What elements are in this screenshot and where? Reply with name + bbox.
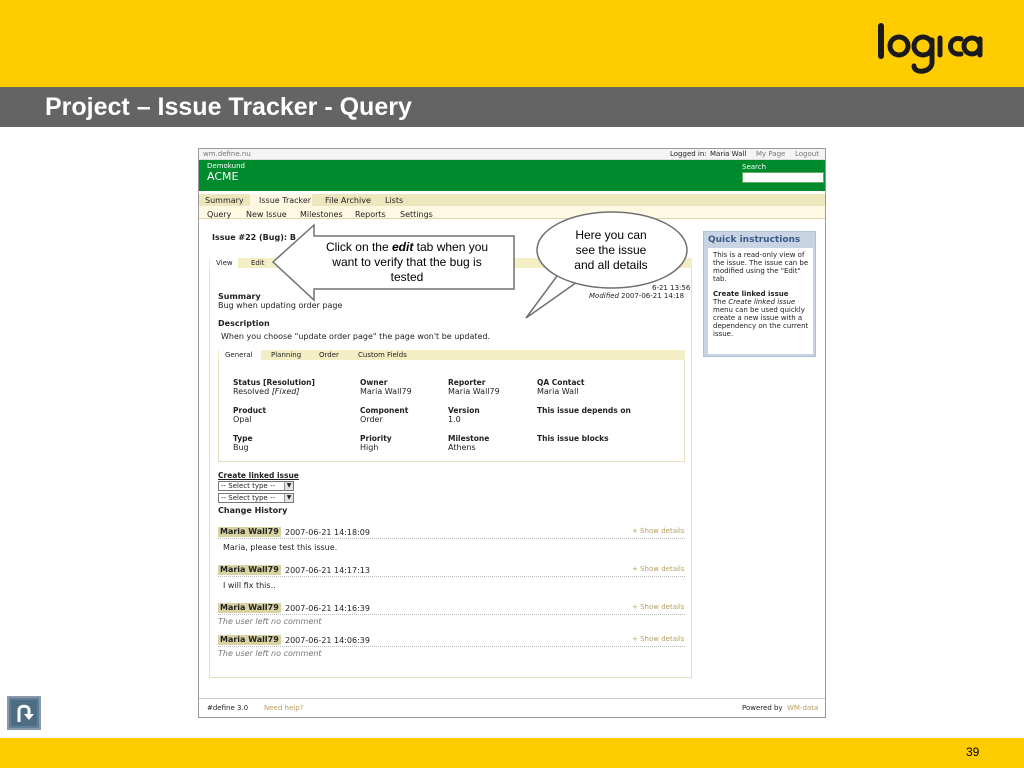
field-value-qa: Maria Wall bbox=[537, 387, 579, 396]
change-history-label: Change History bbox=[218, 506, 288, 515]
tab-custom-fields[interactable]: Custom Fields bbox=[358, 351, 407, 359]
issue-title: Issue #22 (Bug): B bbox=[212, 233, 296, 242]
history-user[interactable]: Maria Wall79 bbox=[220, 603, 279, 612]
tab-view[interactable]: View bbox=[216, 259, 233, 267]
link-type-select-1[interactable] bbox=[218, 481, 294, 491]
quick-instructions-box bbox=[703, 231, 816, 357]
show-details-link[interactable]: + Show details bbox=[632, 635, 685, 643]
arrow-callout-text-2: tab when you want to verify that the bug is tested bbox=[332, 240, 489, 284]
description-value: When you choose "update order page" the page won't be updated. bbox=[221, 332, 491, 341]
org-small: Demokund bbox=[207, 162, 245, 170]
logout-link[interactable]: Logout bbox=[795, 150, 819, 158]
field-label-reporter: Reporter bbox=[448, 378, 486, 387]
app-header bbox=[199, 160, 825, 191]
quick-linked-text-1: The bbox=[713, 298, 727, 306]
arrow-callout-text-em: edit bbox=[391, 240, 414, 254]
history-time: 2007-06-21 14:06:39 bbox=[285, 636, 370, 645]
select-value-1: -- Select type -- bbox=[221, 482, 276, 490]
field-label-component: Component bbox=[360, 406, 409, 415]
status-value: Resolved bbox=[233, 387, 270, 396]
tab-planning[interactable]: Planning bbox=[271, 351, 302, 359]
field-label-owner: Owner bbox=[360, 378, 388, 387]
modified-label: Modified bbox=[589, 292, 619, 300]
field-label-status: Status [Resolution] bbox=[233, 378, 315, 387]
org-name: ACME bbox=[207, 170, 239, 183]
top-banner bbox=[0, 0, 1024, 87]
tab-edit[interactable]: Edit bbox=[251, 259, 265, 267]
need-help-link[interactable]: Need help? bbox=[264, 704, 304, 712]
field-label-product: Product bbox=[233, 406, 267, 415]
field-label-depends: This issue depends on bbox=[537, 406, 631, 415]
field-value-reporter: Maria Wall79 bbox=[448, 387, 500, 396]
tab-file-archive[interactable]: File Archive bbox=[325, 196, 371, 205]
my-page-link[interactable]: My Page bbox=[756, 150, 786, 158]
modified-time: 2007-06-21 14:18 bbox=[621, 292, 685, 300]
created-time: 6-21 13:56 bbox=[652, 284, 691, 292]
field-label-priority: Priority bbox=[360, 434, 392, 443]
history-divider bbox=[218, 538, 685, 539]
quick-linked-text-2: menu can be used quickly create a new issue with a dependency on the current issue. bbox=[713, 306, 809, 338]
logica-logo bbox=[876, 18, 986, 86]
search-input[interactable] bbox=[742, 172, 824, 183]
quick-linked-text bbox=[713, 298, 810, 338]
tab-general[interactable]: General bbox=[225, 351, 253, 359]
show-details-link[interactable]: + Show details bbox=[632, 527, 685, 535]
history-time: 2007-06-21 14:17:13 bbox=[285, 566, 370, 575]
field-label-qa: QA Contact bbox=[537, 378, 585, 387]
history-divider bbox=[218, 646, 685, 647]
footer-brand-link[interactable]: WM-data bbox=[787, 704, 819, 712]
logged-in-label: Logged in: bbox=[670, 150, 707, 158]
search-label: Search bbox=[742, 163, 767, 171]
arrow-callout-text bbox=[318, 240, 496, 285]
bottom-banner bbox=[0, 738, 1024, 768]
show-details-link[interactable]: + Show details bbox=[632, 565, 685, 573]
history-user[interactable]: Maria Wall79 bbox=[220, 635, 279, 644]
field-label-version: Version bbox=[448, 406, 480, 415]
select-value-2: -- Select type -- bbox=[221, 494, 276, 502]
quick-linked-text-em: Create linked issue bbox=[728, 298, 796, 306]
subtab-query[interactable]: Query bbox=[207, 210, 232, 219]
field-value-owner: Maria Wall79 bbox=[360, 387, 412, 396]
field-value-version: 1.0 bbox=[448, 415, 461, 424]
footer-version: #define 3.0 bbox=[207, 704, 249, 712]
show-details-link[interactable]: + Show details bbox=[632, 603, 685, 611]
history-time: 2007-06-21 14:16:39 bbox=[285, 604, 370, 613]
tab-issue-tracker[interactable]: Issue Tracker bbox=[259, 196, 312, 205]
tab-summary[interactable]: Summary bbox=[205, 196, 244, 205]
subtab-milestones[interactable]: Milestones bbox=[300, 210, 343, 219]
subtab-settings[interactable]: Settings bbox=[400, 210, 433, 219]
field-value-type: Bug bbox=[233, 443, 249, 452]
description-label: Description bbox=[218, 319, 270, 328]
back-button[interactable] bbox=[7, 696, 41, 730]
chevron-down-icon: ▼ bbox=[284, 494, 293, 502]
speech-bubble-text: Here you can see the issue and all details bbox=[574, 228, 648, 272]
field-value-component: Order bbox=[360, 415, 383, 424]
page-number: 39 bbox=[966, 745, 980, 759]
history-comment: I will fix this.. bbox=[223, 581, 276, 590]
sub-tabs bbox=[199, 206, 825, 219]
field-label-blocks: This issue blocks bbox=[537, 434, 609, 443]
field-value-product: Opal bbox=[233, 415, 252, 424]
quick-instructions-body bbox=[708, 248, 813, 354]
field-value-status bbox=[233, 387, 300, 396]
history-time: 2007-06-21 14:18:09 bbox=[285, 528, 370, 537]
undo-arrow-icon bbox=[9, 698, 39, 728]
footer-divider bbox=[199, 698, 825, 699]
quick-instructions-text: This is a read-only view of the issue. The issue can be modified using the "Edit" tab. bbox=[713, 251, 809, 283]
history-comment: The user left no comment bbox=[218, 649, 322, 658]
site-url[interactable]: wm.define.nu bbox=[203, 150, 251, 158]
chevron-down-icon: ▼ bbox=[284, 482, 293, 490]
slide-title: Project – Issue Tracker - Query bbox=[45, 93, 412, 121]
logged-in-user: Maria Wall bbox=[710, 150, 747, 158]
subtab-new-issue[interactable]: New Issue bbox=[246, 210, 287, 219]
field-value-priority: High bbox=[360, 443, 379, 452]
quick-instructions-title: Quick instructions bbox=[708, 235, 801, 245]
summary-value: Bug when updating order page bbox=[218, 301, 343, 310]
history-divider bbox=[218, 576, 685, 577]
tab-lists[interactable]: Lists bbox=[385, 196, 404, 205]
history-user[interactable]: Maria Wall79 bbox=[220, 527, 279, 536]
history-user[interactable]: Maria Wall79 bbox=[220, 565, 279, 574]
field-label-milestone: Milestone bbox=[448, 434, 490, 443]
link-type-select-2[interactable] bbox=[218, 493, 294, 503]
history-divider bbox=[218, 614, 685, 615]
resolution-value: [Fixed] bbox=[271, 387, 300, 396]
history-comment: Maria, please test this issue. bbox=[223, 543, 338, 552]
create-linked-label: Create linked issue bbox=[218, 471, 299, 480]
footer-powered: Powered by bbox=[742, 704, 783, 712]
field-label-type: Type bbox=[233, 434, 253, 443]
subtab-reports[interactable]: Reports bbox=[355, 210, 386, 219]
arrow-callout-text-1: Click on the bbox=[325, 240, 389, 254]
history-comment: The user left no comment bbox=[218, 617, 322, 626]
summary-label: Summary bbox=[218, 292, 261, 301]
quick-linked-title: Create linked issue bbox=[713, 290, 789, 298]
tab-order[interactable]: Order bbox=[319, 351, 339, 359]
field-value-milestone: Athens bbox=[448, 443, 476, 452]
